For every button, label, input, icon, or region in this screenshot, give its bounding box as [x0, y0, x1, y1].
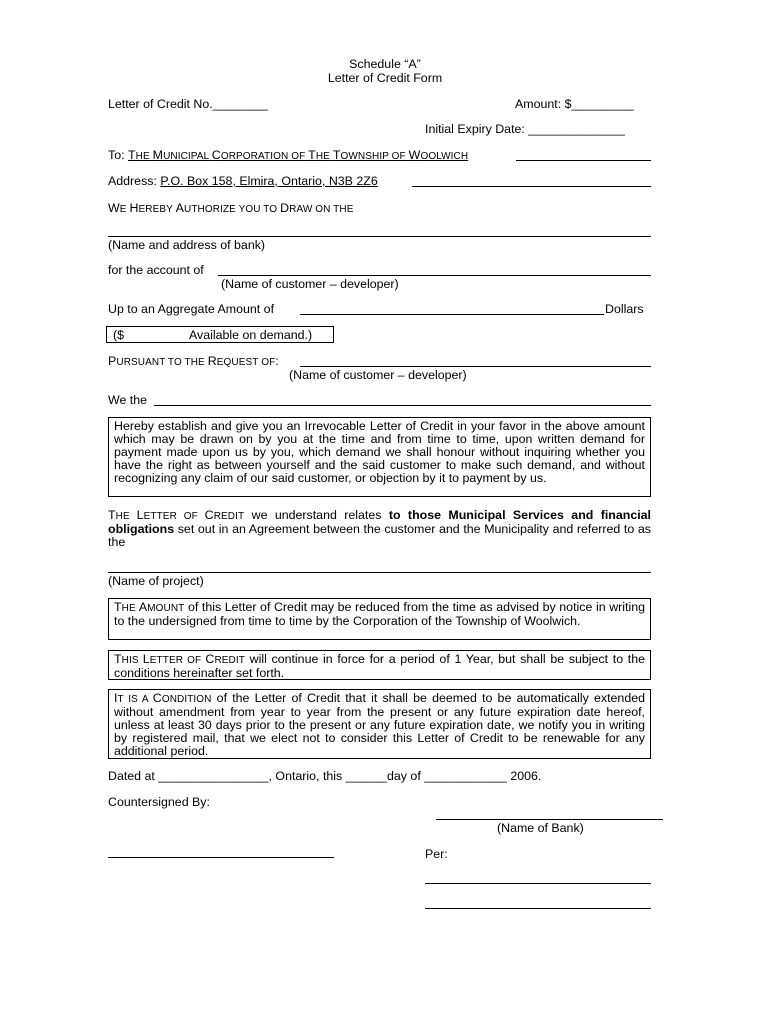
initial-expiry-date-field[interactable]: Initial Expiry Date: ______________ [425, 122, 625, 136]
customer-name-field[interactable] [218, 275, 651, 276]
requesting-customer-field[interactable] [300, 366, 651, 367]
customer-caption-2: (Name of customer – developer) [289, 368, 467, 382]
amount-field[interactable]: Amount: $_________ [515, 97, 634, 111]
irrevocable-credit-text: Hereby establish and give you an Irrevocable Letter of Credit in your favor in the above amount which may be drawn on by you at the time and from time to time, upon written demand for payment made upon us by you, which demand we shall honour without inquiring whether you have the right as between yourself and the said customer to make such demand, and without recognizing any claim of our said customer, or objection by it to payment by us. [114, 419, 645, 485]
address-value: P.O. Box 158, Elmira, Ontario, N3B 2Z6 [160, 174, 378, 188]
aggregate-amount-field[interactable] [300, 314, 604, 315]
amount-reduction-text: THE AMOUNT of this Letter of Credit may be reduced from the time as advised by notice in writing to the undersigned from time to time by the Corporation of the Township of Woolwich. [114, 600, 645, 628]
aggregate-label: Up to an Aggregate Amount of [108, 302, 275, 316]
form-title: Letter of Credit Form [327, 71, 443, 85]
account-label: for the account of [108, 263, 204, 277]
duration-text: THIS LETTER OF CREDIT will continue in force for a period of 1 Year, but shall be subject to the conditions hereinafter set forth. [114, 652, 645, 680]
we-the-label: We the [108, 393, 148, 407]
address-underline [412, 186, 651, 187]
customer-caption: (Name of customer – developer) [221, 277, 399, 291]
schedule-heading: Schedule “A” [349, 57, 421, 71]
bank-caption: (Name and address of bank) [108, 238, 266, 252]
available-text: Available on demand.) [189, 328, 313, 342]
authorize-line: WE HEREBY AUTHORIZE YOU TO DRAW ON THE [108, 201, 354, 215]
we-the-field[interactable] [154, 405, 651, 406]
countersignature-line[interactable] [108, 857, 334, 858]
address-line [108, 174, 378, 188]
pursuant-label: PURSUANT TO THE REQUEST OF: [108, 354, 279, 368]
per-signature-line-1[interactable] [425, 883, 651, 884]
bank-name-caption: (Name of Bank) [497, 821, 584, 835]
relates-paragraph: THE LETTER OF CREDIT we understand relates to those Municipal Services and financial obligations set out in an Agreement between the customer and the Municipality and referred to as the [108, 508, 651, 549]
renewal-condition-text: IT IS A CONDITION of the Letter of Credit that it shall be deemed to be automatically extended without amendment from year to year from the present or any future expiration date hereof, unless at least 30 days prior to the present or any future expiration date, we notify you in writing by registered mail, that we elect not to consider this Letter of Credit to be renewable for any additional period. [114, 691, 645, 758]
bank-name-field[interactable] [108, 236, 651, 237]
to-label: To: [108, 148, 128, 162]
project-name-field[interactable] [108, 572, 651, 573]
renewal-condition-box [108, 689, 651, 759]
per-signature-line-2[interactable] [425, 908, 651, 909]
dated-line[interactable]: Dated at ________________, Ontario, this ______day of ____________ 2006. [108, 769, 542, 783]
amount-reduction-box [108, 598, 651, 640]
duration-box [108, 650, 651, 680]
to-underline [516, 160, 651, 161]
countersigned-label: Countersigned By: [108, 795, 210, 809]
to-line [108, 148, 468, 164]
per-label: Per: [425, 847, 448, 861]
bank-signature-line[interactable] [436, 819, 663, 820]
address-label: Address: [108, 174, 161, 188]
available-prefix: ($ [113, 328, 125, 342]
letter-of-credit-no-field[interactable]: Letter of Credit No.________ [108, 97, 268, 111]
project-caption: (Name of project) [108, 574, 204, 588]
irrevocable-credit-box [108, 417, 651, 497]
recipient-name: THE MUNICIPAL CORPORATION OF THE TOWNSHIP OF WOOLWICH [127, 148, 469, 162]
dollars-label: Dollars [605, 302, 644, 316]
available-on-demand-box [106, 326, 334, 343]
